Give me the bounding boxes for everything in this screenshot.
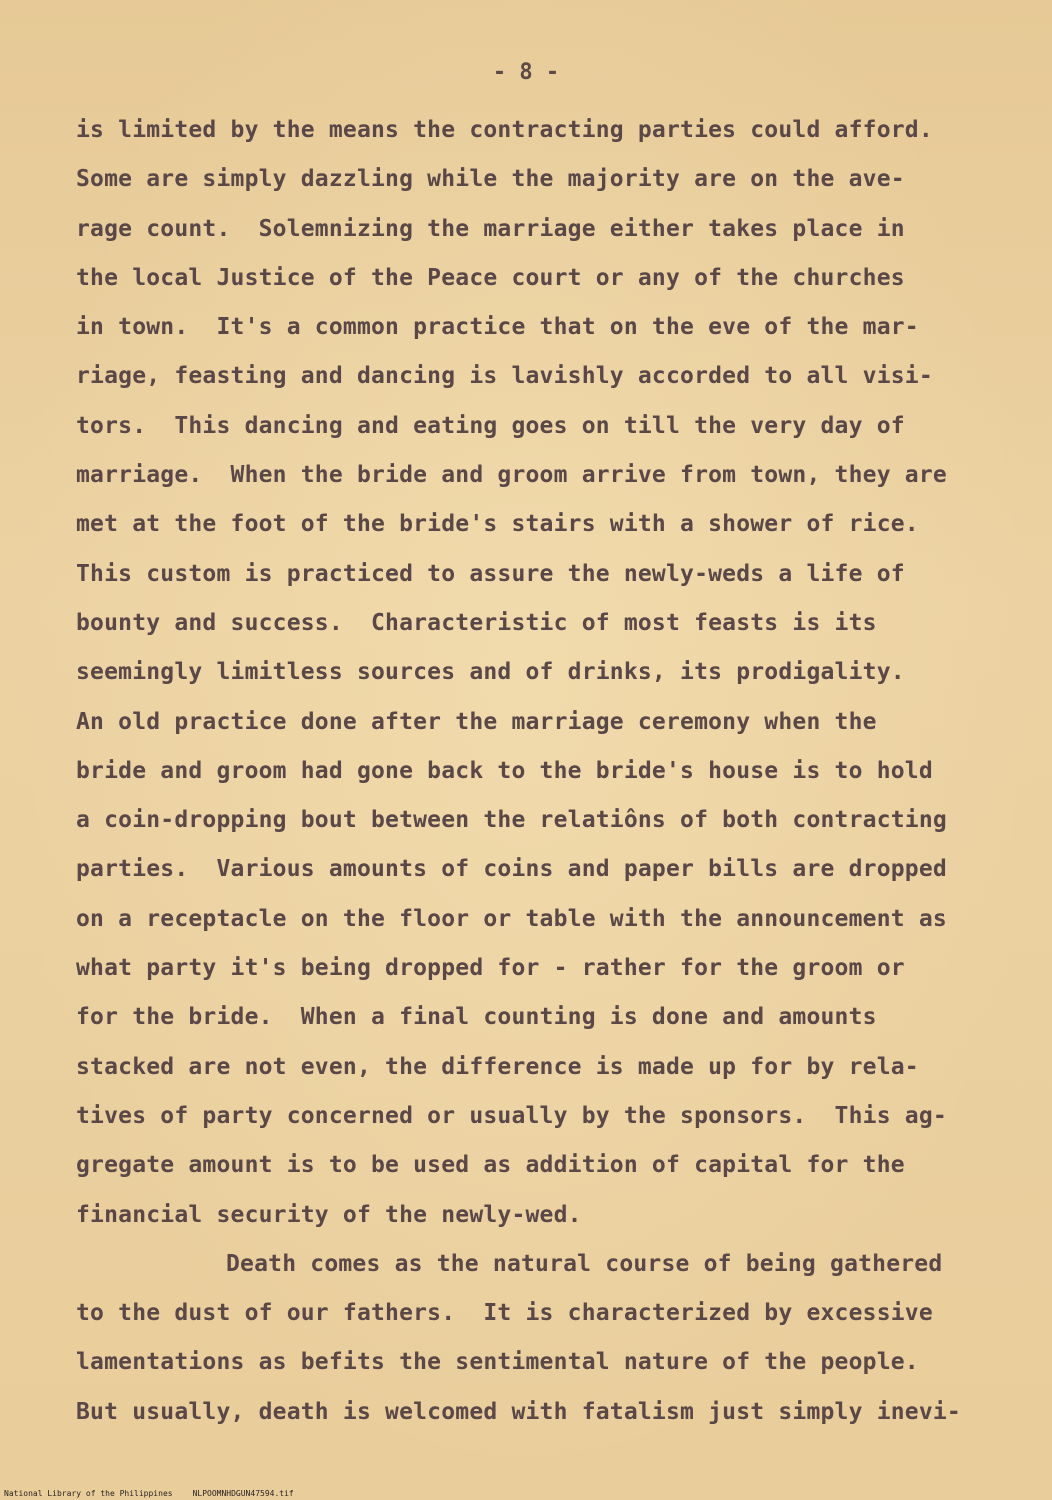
- text-line: marriage. When the bride and groom arrive from town, they are: [76, 462, 947, 489]
- text-line: parties. Various amounts of coins and paper bills are dropped: [76, 856, 947, 883]
- text-line: riage, feasting and dancing is lavishly accorded to all visi-: [76, 363, 933, 390]
- text-line: is limited by the means the contracting parties could afford.: [76, 117, 933, 143]
- text-line: seemingly limitless sources and of drinks, its prodigality.: [76, 659, 905, 686]
- text-line: But usually, death is welcomed with fatalism just simply inevi-: [76, 1398, 961, 1425]
- text-line: bride and groom had gone back to the bride's house is to hold: [76, 757, 933, 784]
- paragraph-marriage-customs: [76, 106, 1016, 1240]
- text-line: tors. This dancing and eating goes on till the very day of: [76, 412, 905, 439]
- text-line: the local Justice of the Peace court or any of the churches: [76, 264, 905, 291]
- text-line: stacked are not even, the difference is made up for by rela-: [76, 1053, 919, 1080]
- text-line: in town. It's a common practice that on the eve of the mar-: [76, 314, 919, 341]
- footer-library: National Library of the Philippines: [4, 1489, 173, 1498]
- text-line: to the dust of our fathers. It is characterized by excessive: [76, 1300, 933, 1327]
- page-number: - 8 -: [492, 60, 560, 85]
- text-line: Some are simply dazzling while the majority are on the ave-: [76, 166, 905, 193]
- scan-footer: [4, 1489, 294, 1498]
- text-line: lamentations as befits the sentimental nature of the people.: [76, 1349, 919, 1376]
- text-line: gregate amount is to be used as addition of capital for the: [76, 1152, 905, 1179]
- document-body: [76, 106, 1016, 1437]
- paragraph-death-customs: [76, 1240, 1016, 1437]
- text-line: bounty and success. Characteristic of most feasts is its: [76, 609, 877, 636]
- text-line: This custom is practiced to assure the newly-weds a life of: [76, 560, 905, 587]
- text-line: for the bride. When a final counting is done and amounts: [76, 1004, 877, 1031]
- footer-filename: NLPOOMNHDGUN47594.tif: [192, 1489, 294, 1498]
- text-line: rage count. Solemnizing the marriage either takes place in: [76, 215, 905, 242]
- text-line: financial security of the newly-wed.: [76, 1201, 582, 1228]
- text-line: a coin-dropping bout between the relatiôns of both contracting: [76, 807, 947, 834]
- text-line: tives of party concerned or usually by the sponsors. This ag-: [76, 1102, 947, 1129]
- text-line: met at the foot of the bride's stairs with a shower of rice.: [76, 511, 919, 538]
- text-line: Death comes as the natural course of being gathered: [226, 1250, 943, 1277]
- text-line: An old practice done after the marriage ceremony when the: [76, 708, 877, 735]
- text-line: on a receptacle on the floor or table with the announcement as: [76, 905, 947, 932]
- text-line: what party it's being dropped for - rather for the groom or: [76, 955, 905, 982]
